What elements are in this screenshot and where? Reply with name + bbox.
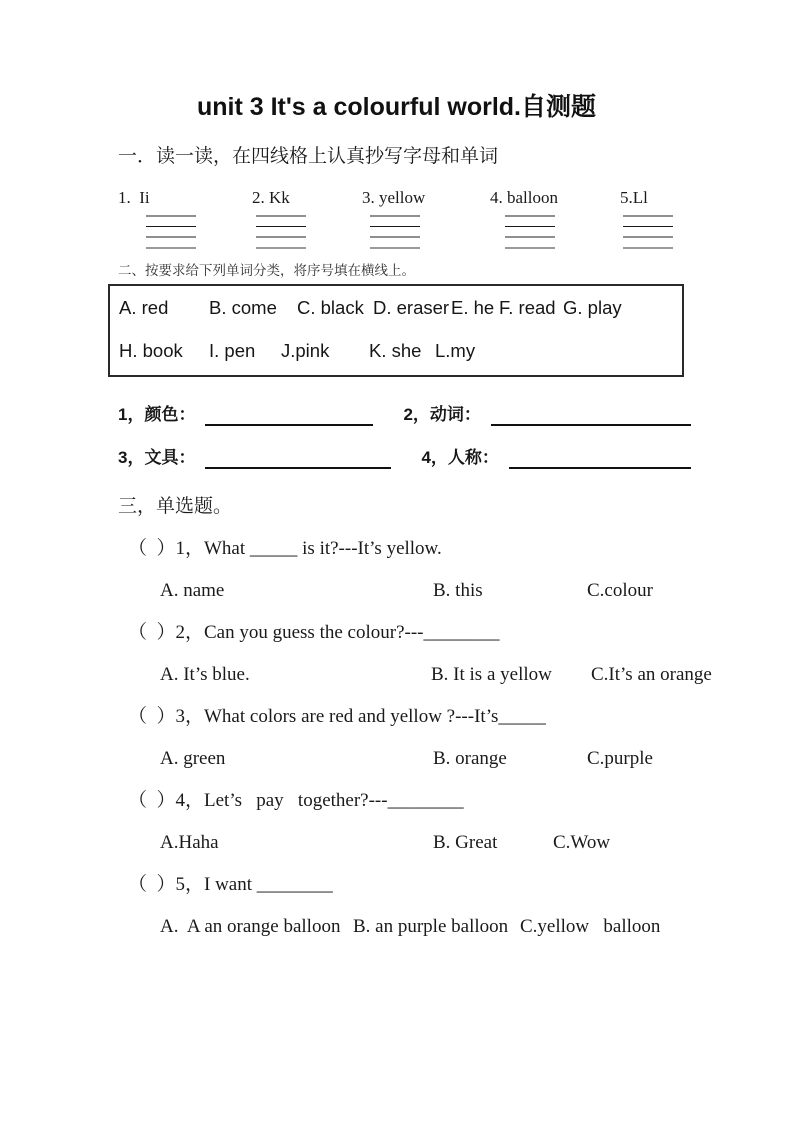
option-a: A. It’s blue. [160,664,250,685]
option-a: A. A an orange balloon [160,916,341,937]
grid-line [256,226,306,227]
copy-item-label: 5.Ll [620,188,648,207]
grid-line [505,215,555,217]
category-label-persons: 4，人称： [421,448,499,467]
option-b: B. Great [433,832,498,853]
section1-heading: 一．读一读，在四线格上认真抄写字母和单词 [118,146,499,167]
question-stem: （ ）3，What colors are red and yellow ?---It’s_____ [128,706,546,727]
answer-blank [491,406,691,426]
option-c: C.yellow balloon [520,916,661,937]
question-stem: （ ）1，What _____ is it?---It’s yellow. [128,538,442,559]
answer-blank [509,449,691,469]
word-item: L.my [435,340,476,361]
answer-blank [205,449,391,469]
option-c: C.It’s an orange [591,664,712,685]
grid-line [370,236,420,238]
question-stem: （ ）2，Can you guess the colour?---________ [128,622,500,643]
grid-line [370,247,420,249]
option-c: C.Wow [553,832,611,853]
question-5 [0,872,793,940]
option-b: B. It is a yellow [431,664,552,685]
grid-line [256,236,306,238]
question-options [160,914,793,940]
grid-line [146,215,196,217]
word-box-row-2 [119,340,674,362]
copy-item-3 [362,186,490,249]
copy-item-label: 3. yellow [362,188,426,207]
word-item: F. read [499,297,556,318]
word-item: J.pink [281,340,330,361]
option-b: B. this [433,580,483,601]
question-options [160,830,793,856]
option-b: B. an purple balloon [353,916,509,937]
grid-line [505,236,555,238]
question-options [160,746,793,772]
grid-line [623,247,673,249]
grid-line [623,236,673,238]
copy-item-label: 2. Kk [252,188,290,207]
question-options [160,662,793,688]
four-line-writing-grid [623,215,673,249]
question-1 [0,536,793,604]
grid-line [256,215,306,217]
grid-line [146,226,196,227]
grid-line [146,247,196,249]
copy-item-5 [620,186,673,249]
category-label-verbs: 2，动词： [403,405,481,424]
copy-item-label: 1. Ii [118,188,150,207]
answer-blank [205,406,373,426]
copy-practice-row [118,186,793,249]
category-row-2 [118,447,793,469]
category-label-stationery: 3，文具： [118,448,196,467]
option-c: C.colour [587,580,653,601]
option-a: A.Haha [160,832,219,853]
word-item: G. play [563,297,622,318]
option-c: C.purple [587,748,653,769]
word-item: D. eraser [373,297,450,318]
option-b: B. orange [433,748,507,769]
category-label-colors: 1，颜色： [118,405,196,424]
question-options [160,578,793,604]
copy-item-label: 4. balloon [490,188,558,207]
four-line-writing-grid [256,215,306,249]
four-line-writing-grid [505,215,555,249]
option-a: A. green [160,748,226,769]
grid-line [623,215,673,217]
grid-line [505,247,555,249]
four-line-writing-grid [146,215,196,249]
word-item: E. he [451,297,495,318]
word-item: C. black [297,297,364,318]
question-2 [0,620,793,688]
copy-item-4 [490,186,620,249]
copy-item-2 [252,186,362,249]
grid-line [505,226,555,227]
grid-line [370,226,420,227]
word-box [108,284,684,377]
category-row-1 [118,404,793,426]
question-3 [0,704,793,772]
section3-heading: 三，单选题。 [118,496,233,517]
question-stem: （ ）5，I want ________ [128,874,333,895]
word-item: I. pen [209,340,256,361]
word-item: H. book [119,340,183,361]
page-title: unit 3 It's a colourful world.自测题 [196,93,596,121]
word-box-row-1 [119,297,674,319]
section2-heading: 二、按要求给下列单词分类，将序号填在横线上。 [118,263,415,278]
four-line-writing-grid [370,215,420,249]
question-stem: （ ）4，Let’s pay together?---________ [128,790,464,811]
grid-line [623,226,673,227]
grid-line [370,215,420,217]
copy-item-1 [118,186,252,249]
option-a: A. name [160,580,225,601]
word-item: B. come [209,297,277,318]
grid-line [146,236,196,238]
grid-line [256,247,306,249]
question-4 [0,788,793,856]
word-item: A. red [119,297,169,318]
word-item: K. she [369,340,422,361]
